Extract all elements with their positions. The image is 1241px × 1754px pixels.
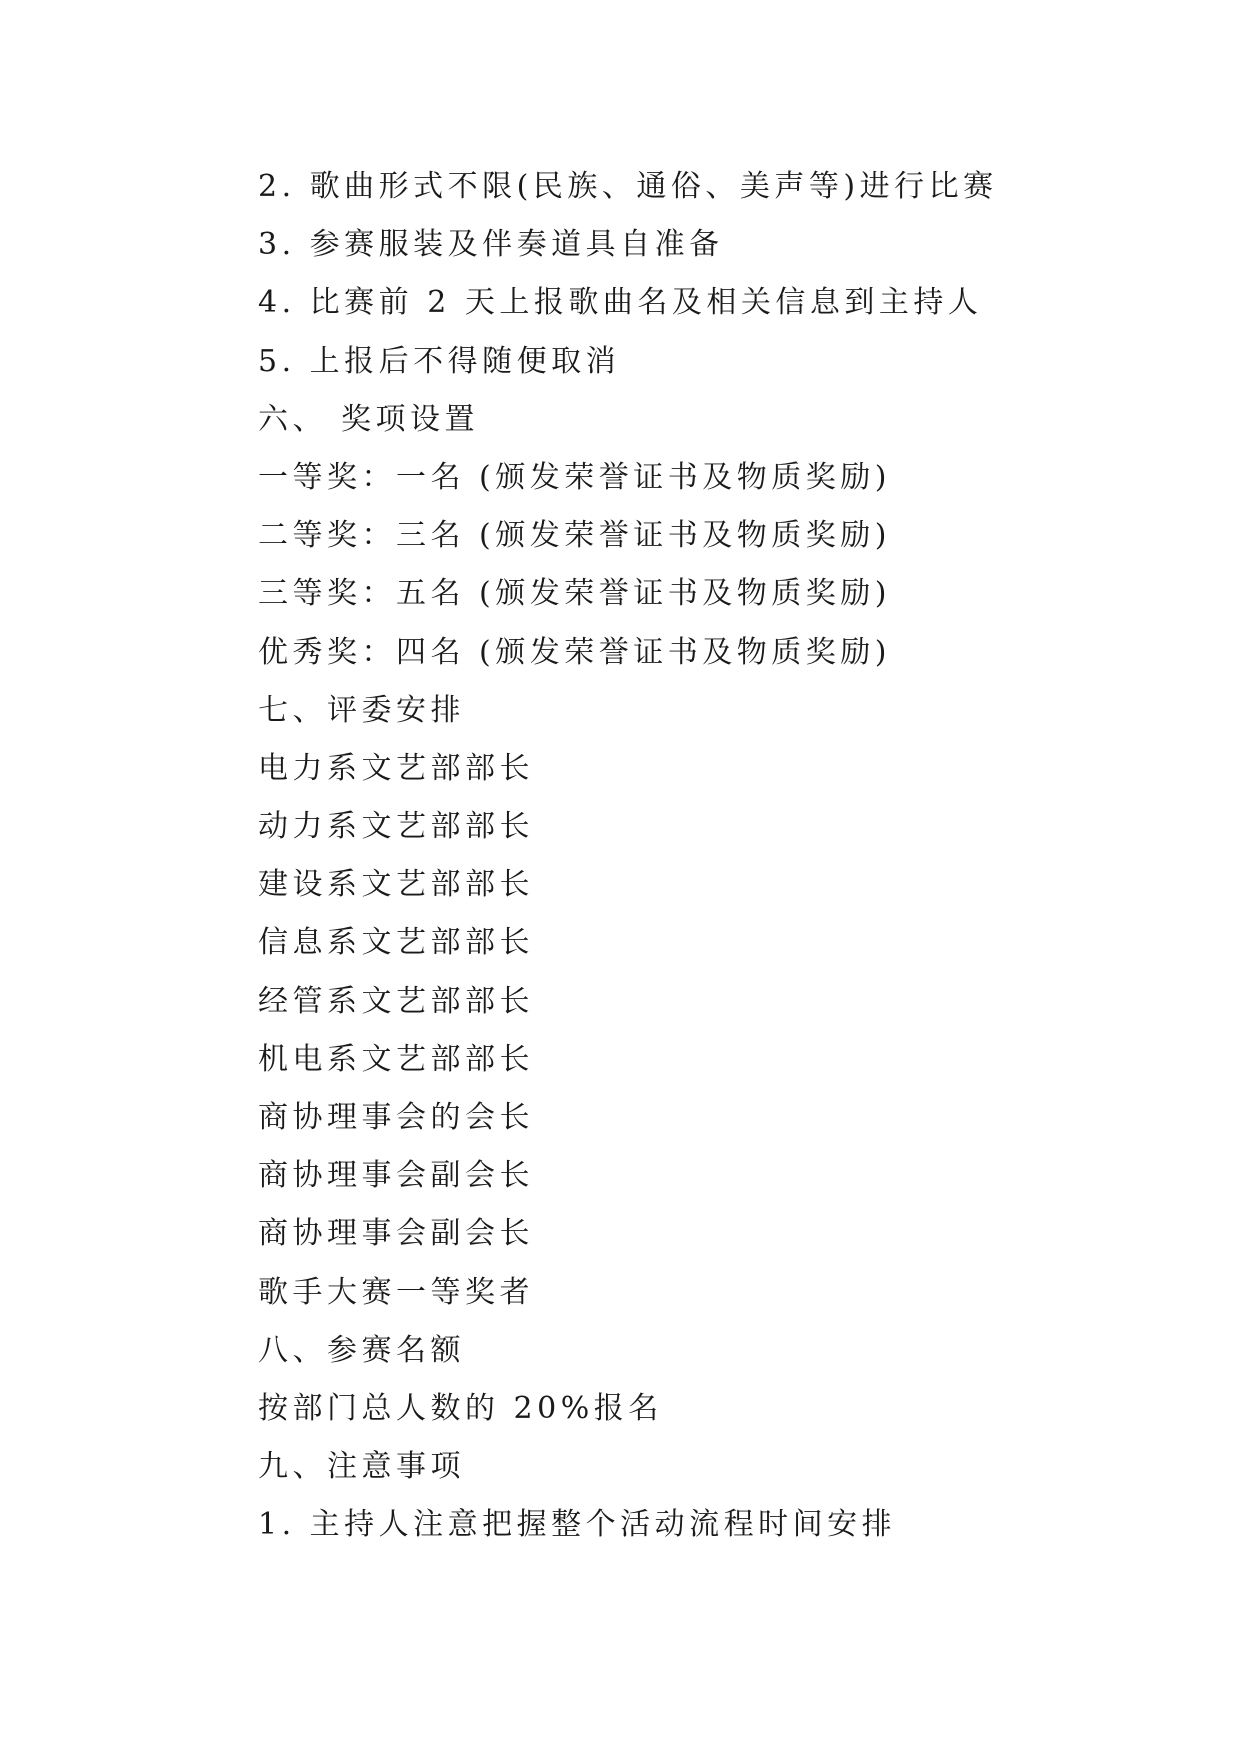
rule-item-4: 4. 比赛前 2 天上报歌曲名及相关信息到主持人 [258, 285, 983, 321]
judge-item: 信息系文艺部部长 [258, 925, 534, 961]
award-first: 一等奖：一名 (颁发荣誉证书及物质奖励) [258, 459, 891, 495]
judge-item: 建设系文艺部部长 [258, 867, 534, 903]
judge-item: 动力系文艺部部长 [258, 809, 534, 845]
award-third: 三等奖：五名 (颁发荣誉证书及物质奖励) [258, 576, 891, 612]
quota-text: 按部门总人数的 20%报名 [258, 1390, 663, 1426]
judge-item: 商协理事会副会长 [258, 1158, 534, 1194]
section-heading-notes: 九、注意事项 [258, 1449, 465, 1485]
judge-item: 商协理事会副会长 [258, 1216, 534, 1252]
section-heading-judges: 七、评委安排 [258, 692, 465, 728]
judge-item: 歌手大赛一等奖者 [258, 1274, 534, 1310]
judge-item: 商协理事会的会长 [258, 1100, 534, 1135]
section-heading-quota: 八、参赛名额 [258, 1332, 465, 1368]
rule-item-3: 3. 参赛服装及伴奏道具自准备 [258, 227, 724, 263]
section-heading-awards: 六、 奖项设置 [258, 401, 480, 437]
rule-item-2: 2. 歌曲形式不限(民族、通俗、美声等)进行比赛 [258, 169, 998, 204]
award-excellence: 优秀奖：四名 (颁发荣誉证书及物质奖励) [258, 634, 891, 670]
award-second: 二等奖：三名 (颁发荣誉证书及物质奖励) [258, 518, 891, 554]
judge-item: 经管系文艺部部长 [258, 983, 534, 1019]
judge-item: 机电系文艺部部长 [258, 1041, 534, 1077]
document-body [258, 158, 1158, 1555]
note-item-1: 1. 主持人注意把握整个活动流程时间安排 [258, 1507, 897, 1543]
judge-item: 电力系文艺部部长 [258, 750, 534, 786]
rule-item-5: 5. 上报后不得随便取消 [258, 343, 621, 379]
